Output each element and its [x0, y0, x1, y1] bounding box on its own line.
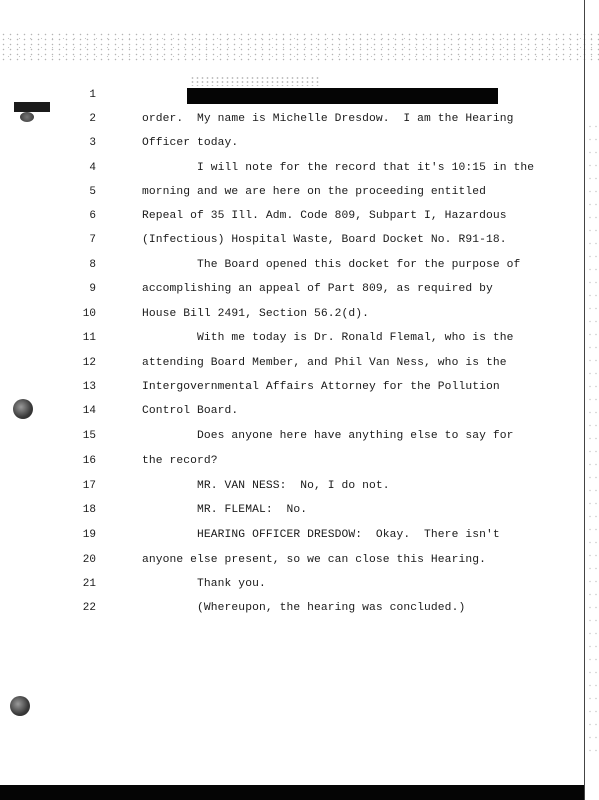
line-number: 3	[89, 137, 96, 149]
line-number: 10	[82, 308, 96, 320]
transcript-line: The Board opened this docket for the purpose of	[142, 259, 521, 271]
transcript-line: morning and we are here on the proceeding entitled	[142, 186, 486, 198]
line-number: 19	[82, 529, 96, 541]
transcript-line: order. My name is Michelle Dresdow. I am the Hearing	[142, 113, 514, 125]
transcript-line: Repeal of 35 Ill. Adm. Code 809, Subpart I, Hazardous	[142, 210, 507, 222]
line-number: 2	[89, 113, 96, 125]
transcript-line: Intergovernmental Affairs Attorney for the Pollution	[142, 381, 500, 393]
transcript-line: Officer today.	[142, 137, 239, 149]
punch-hole-middle	[13, 399, 33, 419]
transcript-line: anyone else present, so we can close this Hearing.	[142, 554, 486, 566]
transcript-line: With me today is Dr. Ronald Flemal, who is the	[142, 332, 514, 344]
bottom-scan-bar	[0, 785, 584, 800]
line-number: 12	[82, 357, 96, 369]
line-number: 8	[89, 259, 96, 271]
transcript-line: Thank you.	[142, 578, 266, 590]
line-number: 15	[82, 430, 96, 442]
line-number: 4	[89, 162, 96, 174]
line-number: 16	[82, 455, 96, 467]
transcript-line: MR. VAN NESS: No, I do not.	[142, 480, 390, 492]
transcript-line: MR. FLEMAL: No.	[142, 504, 308, 516]
scan-edge-noise	[587, 120, 597, 760]
line-number: 22	[82, 602, 96, 614]
transcript-line: (Infectious) Hospital Waste, Board Docket No. R91-18.	[142, 234, 507, 246]
transcript-line: I will note for the record that it's 10:15 in the	[142, 162, 535, 174]
transcript-line: Control Board.	[142, 405, 239, 417]
line-number: 17	[82, 480, 96, 492]
scan-smudge	[190, 76, 320, 86]
line-number: 18	[82, 504, 96, 516]
line-number: 6	[89, 210, 96, 222]
page-edge	[584, 0, 585, 800]
line-number: 5	[89, 186, 96, 198]
transcript-line: attending Board Member, and Phil Van Ness, who is the	[142, 357, 507, 369]
redaction-bar	[187, 88, 498, 104]
line-number: 11	[82, 332, 96, 344]
transcript-line: Does anyone here have anything else to say for	[142, 430, 514, 442]
line-number: 20	[82, 554, 96, 566]
line-number: 14	[82, 405, 96, 417]
punch-hole-top	[20, 112, 34, 122]
transcript-line: (Whereupon, the hearing was concluded.)	[142, 602, 466, 614]
line-number: 21	[82, 578, 96, 590]
line-number: 13	[82, 381, 96, 393]
punch-hole-bottom	[10, 696, 30, 716]
line-number: 1	[89, 89, 96, 101]
line-number: 7	[89, 234, 96, 246]
binding-tab	[14, 102, 50, 112]
scan-noise	[0, 32, 599, 62]
transcript-line: House Bill 2491, Section 56.2(d).	[142, 308, 370, 320]
transcript-line: HEARING OFFICER DRESDOW: Okay. There isn't	[142, 529, 500, 541]
line-number: 9	[89, 283, 96, 295]
transcript-line: accomplishing an appeal of Part 809, as required by	[142, 283, 493, 295]
transcript-line: the record?	[142, 455, 218, 467]
